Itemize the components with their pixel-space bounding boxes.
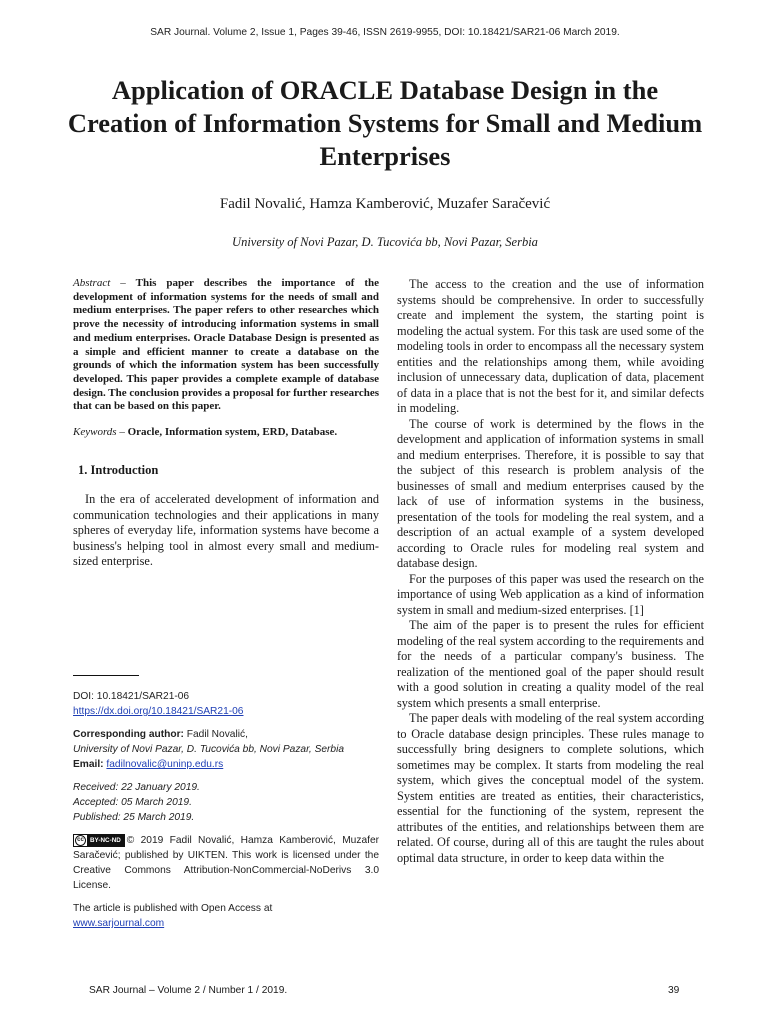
body-paragraph: For the purposes of this paper was used the research on the importance of using Web application as a kind of information system in small and medium-sized enterprises. [1]: [397, 571, 704, 617]
accepted-date: Accepted: 05 March 2019.: [73, 797, 192, 808]
keywords-label: Keywords: [73, 426, 117, 439]
intro-paragraph: In the era of accelerated development of information and communication technologies and their applications in many spheres of everyday life, information systems have become a business's helping tool in almost every small and medium-sized enterprise.: [73, 492, 379, 569]
abstract-label: Abstract: [73, 277, 111, 289]
license-statement: [73, 833, 379, 893]
open-access-text: The article is published with Open Access at: [73, 903, 273, 914]
section-heading-introduction: 1. Introduction: [78, 462, 159, 477]
running-footer: SAR Journal – Volume 2 / Number 1 / 2019.: [89, 985, 288, 996]
keywords-text: Oracle, Information system, ERD, Database.: [127, 426, 338, 439]
abstract-text: This paper describes the importance of the development of information systems for the needs of small and medium enterprises. The paper refers to other researches which prove the necessity of introducing information systems in small and medium enterprises. Oracle Database Design is presented as a simple and efficient manner to create a database on the grounds of which the information system has been successfully developed. This paper provides a complete example of database design. The conclusion provides a proposal for further researches that can be based on this paper.: [73, 277, 379, 413]
keywords-separator: –: [116, 426, 128, 439]
body-paragraph: The access to the creation and the use of information systems should be comprehensive. In order to successfully create and implement the system, the starting point is modeling the actual system. For this task are used some of the modeling tools in order to encompass all the necessary system entities and the relationships among them, while avoiding inclusion of unnecessary data, duplication of data, placement of data in a place that is not the best for it, and similar defects in modeling.: [397, 277, 704, 415]
doi-link[interactable]: https://dx.doi.org/10.18421/SAR21-06: [73, 706, 244, 717]
abstract-separator: –: [110, 277, 136, 289]
corresponding-author-affiliation: University of Novi Pazar, D. Tucovića bb, Novi Pazar, Serbia: [73, 744, 345, 755]
corresponding-author-name: Fadil Novalić,: [183, 729, 248, 740]
page-number: 39: [668, 985, 680, 996]
body-paragraph: The paper deals with modeling of the real system according to Oracle database design principles. These rules manage to successfully bring designers to complete solutions, which sometimes may be complex. It starts from modeling the real system, which gives the conceptual model of the system. System entities are treated as entities, their characteristics, essential for the functioning of the system, represent the attributes of the entities, and relationships between them are related. Of course, during all of this are taught the rules about optimal data structure, in order to keep data within the: [397, 711, 704, 865]
license-text: © 2019 Fadil Novalić, Hamza Kamberović, Muzafer Saračević; published by UIKTEN. This work is licensed under the Creative Commons Attribution-NonCommercial-NoDerivs 3.0 License.: [73, 835, 379, 891]
abstract: [73, 277, 379, 414]
email-label: Email:: [73, 759, 104, 770]
cc-license-badge[interactable]: [73, 834, 125, 847]
keywords: [73, 426, 379, 440]
cc-badge-text: BY-NC-ND: [87, 835, 124, 846]
authors: Fadil Novalić, Hamza Kamberović, Muzafer Saračević: [219, 196, 551, 212]
running-header: SAR Journal. Volume 2, Issue 1, Pages 39-46, ISSN 2619-9955, DOI: 10.18421/SAR21-06 March 2019.: [150, 27, 620, 38]
left-column: [73, 277, 379, 570]
email-link[interactable]: fadilnovalic@uninp.edu.rs: [106, 759, 224, 770]
body-paragraph: The aim of the paper is to present the rules for efficient modeling of the real system according to the requirements and for the needs of a particular company's business. The realization of the mentioned goal of the paper should result with a good solution in creating a quality model of the real system which presents a small enterprise.: [397, 618, 704, 710]
published-date: Published: 25 March 2019.: [73, 812, 195, 823]
body-paragraph: The course of work is determined by the flows in the development and application of information systems in small and medium enterprises. Therefore, it is possible to say that the subject of this research is problem analysis of the businesses of small and medium enterprises caused by the lack of use of information systems in the business, presentation of the tools for modeling the real system, and a description of an actual example of a system developed according to Oracle rules for modeling real system and database design.: [397, 416, 704, 570]
doi-label: DOI: 10.18421/SAR21-06: [73, 691, 190, 702]
received-date: Received: 22 January 2019.: [73, 782, 200, 793]
footnote-rule: [73, 675, 139, 676]
journal-link[interactable]: www.sarjournal.com: [73, 918, 165, 929]
corresponding-author-label: Corresponding author:: [73, 729, 184, 740]
footnotes: [73, 689, 379, 931]
paper-title: Application of ORACLE Database Design in the Creation of Information Systems for Small and Medium Enterprises: [67, 75, 703, 171]
right-column: [397, 277, 704, 866]
affiliation: University of Novi Pazar, D. Tucovića bb, Novi Pazar, Serbia: [232, 235, 538, 249]
cc-icon: cc: [75, 835, 86, 846]
